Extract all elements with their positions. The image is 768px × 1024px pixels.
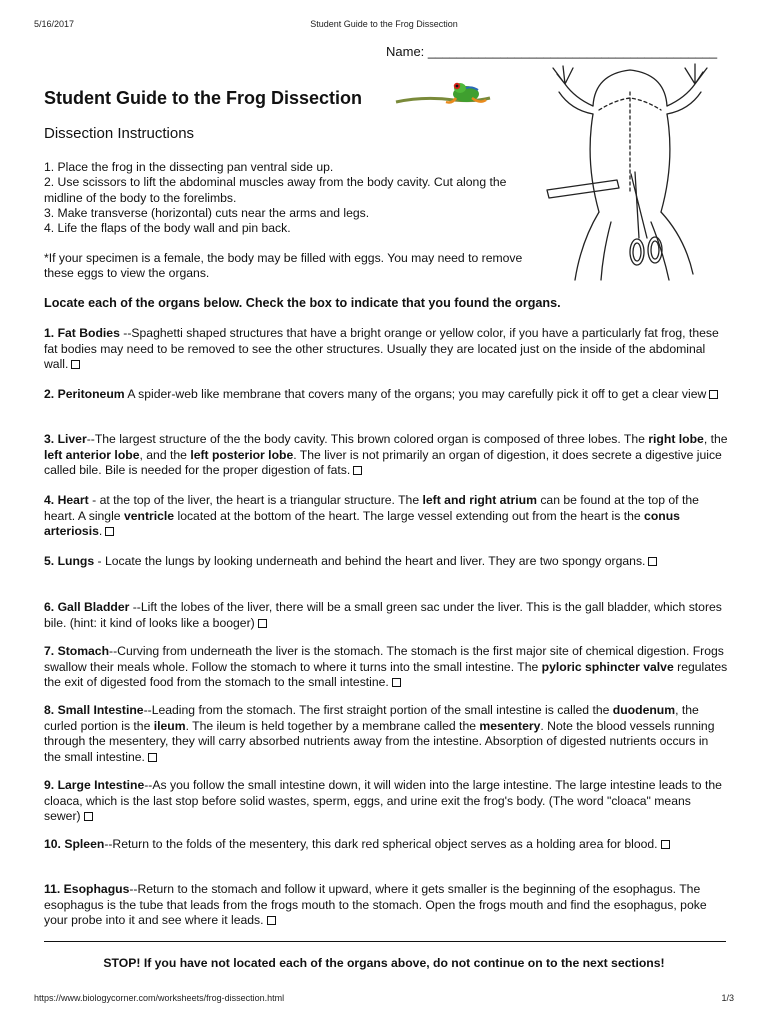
- organ-number: 11.: [44, 882, 61, 896]
- organ-name: Fat Bodies: [57, 326, 120, 340]
- organ-name: Stomach: [57, 644, 110, 658]
- term-ventricle: ventricle: [123, 508, 175, 523]
- term-ileum: ileum: [153, 718, 186, 733]
- organ-description: --Spaghetti shaped structures that have a bright orange or yellow color, if you have a particularly fat frog, these fat bodies may need to be removed to see the other structures. Usually they are located just on the inside of the abdominal wall.: [44, 326, 719, 371]
- frog-logo-icon: [394, 78, 494, 112]
- organ-item-fat-bodies: [44, 326, 728, 373]
- organ-item-small-intestine: 8. Small Intestine--Leading from the stomach. The first straight portion of the small intestine is called the duodenum, the curled portion is the ileum. The ileum is held together by a membrane called the mesentery. Note the blood vessels running through the mesentery, they will carry absorbed nutrients away from the intestine. Absorption of digested nutrients occurs in the small intestine.: [44, 703, 715, 764]
- organ-item-large-intestine: [44, 778, 728, 825]
- organ-number: 8.: [44, 703, 55, 717]
- term-left-posterior-lobe: left posterior lobe: [190, 447, 294, 462]
- checkbox[interactable]: [105, 527, 114, 536]
- term-left-anterior-lobe: left anterior lobe: [44, 447, 140, 462]
- checkbox[interactable]: [709, 390, 718, 399]
- organ-name: Gall Bladder: [57, 600, 130, 614]
- organ-number: 3.: [44, 432, 55, 446]
- checkbox[interactable]: [267, 916, 276, 925]
- checkbox[interactable]: [648, 557, 657, 566]
- print-title: Student Guide to the Frog Dissection: [310, 19, 458, 29]
- organ-item-stomach: 7. Stomach--Curving from underneath the liver is the stomach. The stomach is the first major site of chemical digestion. Frogs swallow their meals whole. Follow the stomach to where it turns into the small intestine. The pyloric sphincter valve regulates the exit of digested food from the stomach to the small intestine.: [44, 644, 728, 689]
- stop-warning: STOP! If you have not located each of the organs above, do not continue on to the next sections!: [103, 956, 665, 970]
- page-title: Student Guide to the Frog Dissection: [44, 88, 363, 108]
- print-url: https://www.biologycorner.com/worksheets/frog-dissection.html: [34, 993, 285, 1003]
- organ-name: Peritoneum: [57, 387, 125, 401]
- organ-number: 7.: [44, 644, 55, 658]
- organ-description: --Lift the lobes of the liver, there will be a small green sac under the liver. This is the gall bladder, which stores bile. (hint: it kind of looks like a booger): [44, 600, 722, 630]
- organ-description: --As you follow the small intestine down, it will widen into the large intestine. The large intestine leads to the cloaca, which is the last stop before solid wastes, sperm, eggs, and urine exit the frog's body. (The word "cloaca" means sewer): [44, 778, 722, 823]
- locate-instruction: Locate each of the organs below. Check the box to indicate that you found the organs.: [44, 296, 561, 310]
- organ-item-lungs: [44, 554, 728, 570]
- term-duodenum: duodenum: [612, 703, 676, 717]
- organ-number: 5.: [44, 554, 55, 568]
- term-atrium: left and right atrium: [422, 493, 537, 507]
- frog-dissection-illustration: [535, 62, 725, 282]
- organ-number: 6.: [44, 600, 55, 614]
- organ-name: Esophagus: [63, 882, 130, 896]
- step-item: 1. Place the frog in the dissecting pan ventral side up.: [44, 160, 334, 174]
- organ-item-peritoneum: [44, 387, 728, 403]
- divider: [44, 941, 726, 942]
- organ-name: Liver: [57, 432, 87, 446]
- term-mesentery: mesentery: [479, 718, 541, 733]
- female-note: *If your specimen is a female, the body may be filled with eggs. You may need to remove these eggs to view the organs.: [44, 251, 523, 281]
- organ-item-esophagus: [44, 882, 728, 929]
- organ-item-heart: 4. Heart - at the top of the liver, the heart is a triangular structure. The left and right atrium can be found at the top of the heart. A single ventricle located at the bottom of the heart. The large vessel extending out from the heart is the conus arteriosis.: [44, 493, 699, 538]
- organ-item-gall-bladder: [44, 600, 728, 631]
- checkbox[interactable]: [258, 619, 267, 628]
- organ-item-spleen: [44, 837, 728, 853]
- organ-name: Heart: [57, 493, 89, 507]
- organ-number: 10.: [44, 837, 61, 851]
- print-page-number: 1/3: [721, 993, 734, 1003]
- checkbox[interactable]: [71, 360, 80, 369]
- step-item: 3. Make transverse (horizontal) cuts near the arms and legs.: [44, 205, 370, 220]
- organ-description: - Locate the lungs by looking underneath and behind the heart and liver. They are two spongy organs.: [94, 554, 646, 568]
- name-field: Name: ________________________________________: [386, 44, 718, 59]
- organ-name: Spleen: [64, 837, 105, 851]
- organ-description: --Return to the folds of the mesentery, this dark red spherical object serves as a holding area for blood.: [104, 837, 658, 851]
- organ-name: Lungs: [57, 554, 95, 568]
- print-date: 5/16/2017: [34, 19, 75, 29]
- organ-number: 1.: [44, 326, 55, 340]
- checkbox[interactable]: [661, 840, 670, 849]
- checkbox[interactable]: [392, 678, 401, 687]
- section-heading: Dissection Instructions: [44, 125, 195, 142]
- checkbox[interactable]: [353, 466, 362, 475]
- organ-number: 9.: [44, 778, 55, 792]
- organ-number: 2.: [44, 387, 55, 401]
- step-item: 4. Life the flaps of the body wall and pin back.: [44, 221, 291, 236]
- organ-name: Large Intestine: [57, 778, 145, 792]
- organ-number: 4.: [44, 493, 55, 507]
- term-conus-arteriosis: conus arteriosis: [44, 508, 680, 538]
- instruction-steps: [44, 160, 524, 236]
- step-item: 2. Use scissors to lift the abdominal muscles away from the body cavity. Cut along the midline of the body to the forelimbs.: [44, 175, 507, 205]
- term-right-lobe: right lobe: [648, 432, 704, 446]
- organ-item-liver: 3. Liver--The largest structure of the the body cavity. This brown colored organ is composed of three lobes. The right lobe, the left anterior lobe, and the left posterior lobe. The liver is not primarily an organ of digestion, it does secrete a digestive juice called bile. Bile is needed for the proper digestion of fats.: [44, 432, 728, 477]
- term-pyloric-sphincter: pyloric sphincter valve: [541, 659, 674, 674]
- organ-name: Small Intestine: [57, 703, 144, 717]
- checkbox[interactable]: [84, 812, 93, 821]
- organ-description: --Return to the stomach and follow it upward, where it gets smaller is the beginning of the esophagus. The esophagus is the tube that leads from the frogs mouth to the stomach. Open the frogs mouth and find the esophagus, poke your probe into it and see where it leads.: [44, 882, 707, 927]
- checkbox[interactable]: [148, 753, 157, 762]
- organ-description: A spider-web like membrane that covers many of the organs; you may carefully pick it off to get a clear view: [124, 387, 707, 401]
